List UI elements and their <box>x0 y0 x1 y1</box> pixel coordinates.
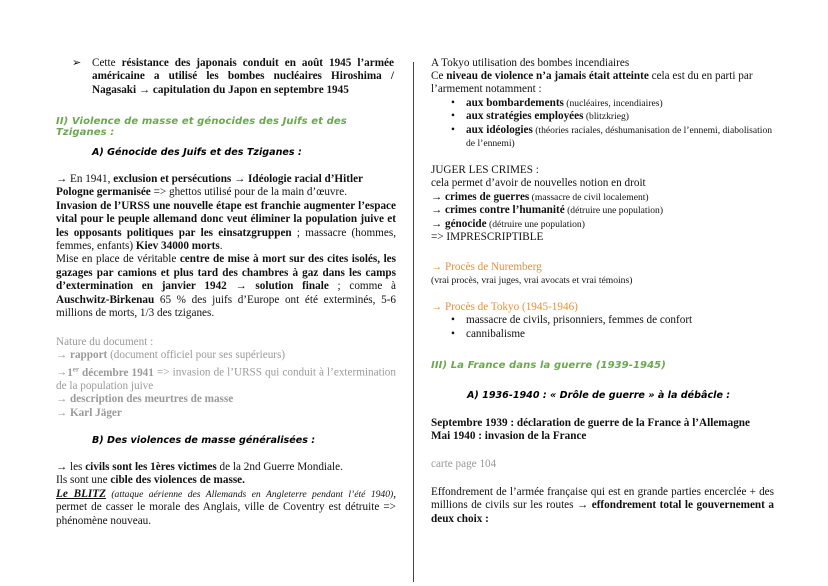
list-item: • massacre de civils, prisonniers, femmes de confort <box>431 314 774 327</box>
dates-block: Septembre 1939 : déclaration de guerre de la France à l’Allemagne Mai 1940 : invasion de la France <box>431 417 750 443</box>
intro-paragraph: ➢ Cette résistance des japonais conduit en août 1945 l’armée américaine a utilisé les bombes nucléaires Hiroshima / Nagasaki → capitulation du Japon en septembre 1945 <box>72 57 394 96</box>
list-item: • aux bombardements (nucléaires, incendiaires) <box>431 97 774 110</box>
subsection-b-title: B) Des violences de masse généralisées : <box>92 435 316 446</box>
judge-crimes-block: JUGER LES CRIMES : cela permet d’avoir de nouvelles notion en droit → crimes de guerres (massacre de civil localement) → crimes contre l’humanité (détruire une population) → génocide (détruire une population) => IMPRESCRIPTIBLE <box>431 164 664 244</box>
list-item: • aux idéologies (théories raciales, déshumanisation de l’ennemi, diabolisation de l’ennemi) <box>431 124 774 151</box>
map-reference: carte page 104 <box>431 458 497 470</box>
genocide-paragraph: → En 1941, exclusion et persécutions → Idéologie racial d’Hitler Pologne germanisée => ghettos utilisé pour de la main d’œuvre. Invasion de l’URSS une nouvelle étape est franchie augmenter l’espace vital pour le peuple allemand donc veut éliminer la population juive et les opposants politiques par les einsatzgruppen ; massacre (hommes, femmes, enfants) Kiev 34000 morts. Mise en place de véritable centre de mise à mort sur des cites isolés, les gazages par camions et plus tard des chambres à gaz dans les camps d’extermination en janvier 1942 → solution finale ; comme à Auschwitz-Birkenau 65 % des juifs d’Europe ont été exterminés, 5-6 millions de morts, 1/3 des tziganes. <box>56 173 396 320</box>
section-3-title: III) La France dans la guerre (1939-1945) <box>431 360 666 371</box>
left-column <box>56 0 396 586</box>
nuremberg-block: → Procès de Nuremberg (vrai procès, vrai juges, vrai avocats et vrai témoins) <box>431 261 633 287</box>
column-divider <box>413 62 414 582</box>
list-item: • cannibalisme <box>431 328 774 341</box>
mass-violence-paragraph: → les civils sont les 1ères victimes de la 2nd Guerre Mondiale. Ils sont une cible des violences de masse. Le BLITZ (attaque aérienne des Allemands en Angleterre pendant l’été 1940), permet de casser le morale des Anglais, ville de Coventry est détruite => phénomène nouveau. <box>56 461 396 527</box>
section-2-title: II) Violence de masse et génocides des Juifs et des Tziganes : <box>56 116 347 138</box>
document-nature-block: Nature du document : → rapport (document officiel pour ses supérieurs) →1er décembre 1941 => invasion de l’URSS qui conduit à l’extermination de la population juive → description des meurtres de masse → Karl Jäger <box>56 336 396 419</box>
collapse-paragraph: Effondrement de l’armée française qui est en grande parties encerclée + des millions de civils sur les routes → effondrement total le gouvernement a deux choix : <box>431 486 774 525</box>
list-item: • aux stratégies employées (blitzkrieg) <box>431 110 774 123</box>
violence-causes-list <box>431 97 774 151</box>
arrow-bullet-icon: ➢ <box>72 57 82 69</box>
violence-paragraph: Ce niveau de violence n’a jamais était atteinte cela est du en parti par l’armement notamment : • aux bombardements (nucléaires, incendiaires) • aux stratégies employées (blitzkrieg) • aux idéologies (théories raciales, déshumanisation de l’ennemi, diabolisation de l’ennemi) <box>431 70 774 150</box>
tokyo-trial-block: → Procès de Tokyo (1945-1946) • massacre de civils, prisonniers, femmes de confort • cannibalisme <box>431 301 774 341</box>
subsection-a-title-right: A) 1936-1940 : « Drôle de guerre » à la débâcle : <box>467 390 731 401</box>
right-column <box>431 0 774 586</box>
tokyo-bombing-line: A Tokyo utilisation des bombes incendiaires <box>431 57 630 69</box>
tokyo-trial-list <box>431 314 774 341</box>
subsection-a-title: A) Génocide des Juifs et des Tziganes : <box>92 147 302 158</box>
